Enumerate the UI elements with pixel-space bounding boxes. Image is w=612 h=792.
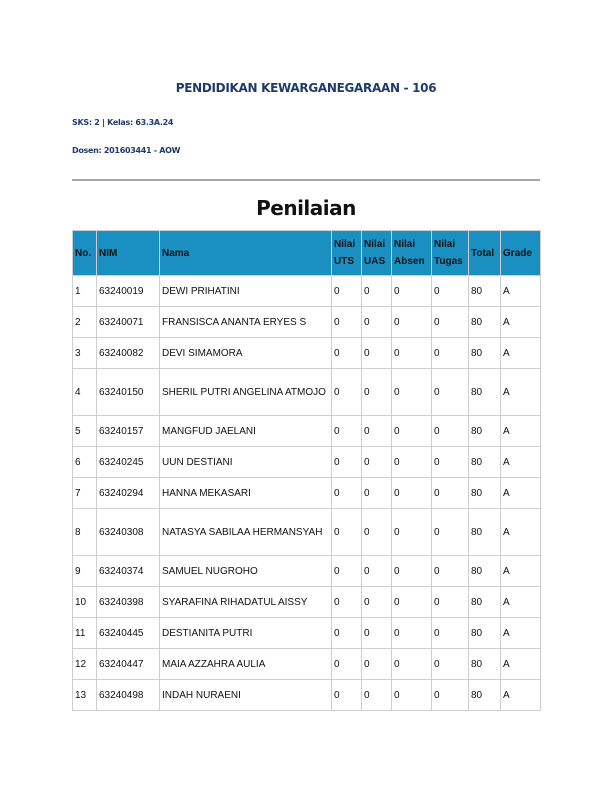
cell-absen: 0: [392, 618, 432, 649]
cell-no: 10: [73, 587, 97, 618]
cell-nim: 63240071: [97, 307, 160, 338]
column-header-grade: Grade: [501, 231, 541, 276]
cell-no: 9: [73, 556, 97, 587]
cell-no: 3: [73, 338, 97, 369]
table-row: [73, 369, 541, 416]
cell-nama: NATASYA SABILAA HERMANSYAH: [160, 509, 332, 556]
table-row: [73, 276, 541, 307]
cell-grade: A: [501, 680, 541, 711]
cell-uas: 0: [362, 369, 392, 416]
cell-absen: 0: [392, 478, 432, 509]
cell-tugas: 0: [432, 369, 469, 416]
cell-tugas: 0: [432, 276, 469, 307]
cell-uas: 0: [362, 338, 392, 369]
column-header-uas: Nilai UAS: [362, 231, 392, 276]
cell-absen: 0: [392, 587, 432, 618]
course-sks-class: SKS: 2 | Kelas: 63.3A.24: [72, 118, 174, 127]
cell-grade: A: [501, 416, 541, 447]
cell-total: 80: [469, 618, 501, 649]
cell-absen: 0: [392, 416, 432, 447]
column-header-no: No.: [73, 231, 97, 276]
cell-uts: 0: [332, 618, 362, 649]
cell-tugas: 0: [432, 509, 469, 556]
cell-uts: 0: [332, 307, 362, 338]
cell-grade: A: [501, 369, 541, 416]
cell-uts: 0: [332, 338, 362, 369]
cell-nim: 63240374: [97, 556, 160, 587]
cell-grade: A: [501, 556, 541, 587]
cell-nim: 63240245: [97, 447, 160, 478]
cell-nama: SYARAFINA RIHADATUL AISSY: [160, 587, 332, 618]
cell-tugas: 0: [432, 478, 469, 509]
cell-nim: 63240150: [97, 369, 160, 416]
cell-tugas: 0: [432, 307, 469, 338]
table-row: [73, 618, 541, 649]
table-row: [73, 338, 541, 369]
cell-uas: 0: [362, 478, 392, 509]
cell-nim: 63240157: [97, 416, 160, 447]
column-header-tugas: Nilai Tugas: [432, 231, 469, 276]
cell-uts: 0: [332, 478, 362, 509]
cell-tugas: 0: [432, 618, 469, 649]
cell-total: 80: [469, 338, 501, 369]
cell-nama: HANNA MEKASARI: [160, 478, 332, 509]
grades-table: [72, 230, 541, 711]
table-row: [73, 680, 541, 711]
cell-nama: FRANSISCA ANANTA ERYES S: [160, 307, 332, 338]
cell-absen: 0: [392, 369, 432, 416]
cell-nim: 63240019: [97, 276, 160, 307]
cell-nama: DESTIANITA PUTRI: [160, 618, 332, 649]
cell-uts: 0: [332, 416, 362, 447]
cell-tugas: 0: [432, 447, 469, 478]
cell-total: 80: [469, 587, 501, 618]
table-body: [73, 276, 541, 711]
course-lecturer: Dosen: 201603441 - AOW: [72, 146, 181, 155]
cell-absen: 0: [392, 680, 432, 711]
cell-grade: A: [501, 447, 541, 478]
cell-nama: SAMUEL NUGROHO: [160, 556, 332, 587]
cell-uas: 0: [362, 618, 392, 649]
cell-no: 8: [73, 509, 97, 556]
table-row: [73, 587, 541, 618]
cell-total: 80: [469, 307, 501, 338]
cell-total: 80: [469, 556, 501, 587]
table-row: [73, 478, 541, 509]
column-header-nama: Nama: [160, 231, 332, 276]
cell-uts: 0: [332, 587, 362, 618]
cell-nim: 63240445: [97, 618, 160, 649]
cell-nim: 63240447: [97, 649, 160, 680]
cell-uas: 0: [362, 509, 392, 556]
cell-absen: 0: [392, 307, 432, 338]
cell-uts: 0: [332, 556, 362, 587]
cell-uts: 0: [332, 509, 362, 556]
cell-nama: MAIA AZZAHRA AULIA: [160, 649, 332, 680]
cell-uas: 0: [362, 416, 392, 447]
header-divider: [72, 179, 540, 181]
cell-total: 80: [469, 416, 501, 447]
cell-uas: 0: [362, 587, 392, 618]
cell-no: 4: [73, 369, 97, 416]
cell-nim: 63240498: [97, 680, 160, 711]
cell-no: 11: [73, 618, 97, 649]
cell-uas: 0: [362, 276, 392, 307]
column-header-total: Total: [469, 231, 501, 276]
table-row: [73, 307, 541, 338]
cell-tugas: 0: [432, 556, 469, 587]
cell-nama: DEWI PRIHATINI: [160, 276, 332, 307]
column-header-nim: NIM: [97, 231, 160, 276]
table-header-row: [73, 231, 541, 276]
cell-nim: 63240398: [97, 587, 160, 618]
table-row: [73, 556, 541, 587]
cell-absen: 0: [392, 556, 432, 587]
cell-tugas: 0: [432, 649, 469, 680]
cell-uts: 0: [332, 447, 362, 478]
cell-no: 6: [73, 447, 97, 478]
cell-no: 12: [73, 649, 97, 680]
cell-uas: 0: [362, 556, 392, 587]
cell-absen: 0: [392, 338, 432, 369]
cell-tugas: 0: [432, 587, 469, 618]
cell-tugas: 0: [432, 416, 469, 447]
cell-absen: 0: [392, 509, 432, 556]
cell-nama: UUN DESTIANI: [160, 447, 332, 478]
cell-total: 80: [469, 276, 501, 307]
column-header-absen: Nilai Absen: [392, 231, 432, 276]
cell-no: 5: [73, 416, 97, 447]
cell-uas: 0: [362, 307, 392, 338]
cell-total: 80: [469, 649, 501, 680]
table-row: [73, 649, 541, 680]
cell-tugas: 0: [432, 338, 469, 369]
cell-total: 80: [469, 369, 501, 416]
cell-uts: 0: [332, 649, 362, 680]
section-title: Penilaian: [256, 196, 356, 220]
table-row: [73, 509, 541, 556]
cell-nama: INDAH NURAENI: [160, 680, 332, 711]
cell-nim: 63240308: [97, 509, 160, 556]
course-title: PENDIDIKAN KEWARGANEGARAAN - 106: [175, 81, 437, 95]
cell-nama: MANGFUD JAELANI: [160, 416, 332, 447]
cell-total: 80: [469, 680, 501, 711]
cell-uas: 0: [362, 680, 392, 711]
cell-absen: 0: [392, 649, 432, 680]
cell-uas: 0: [362, 649, 392, 680]
cell-uts: 0: [332, 680, 362, 711]
cell-uas: 0: [362, 447, 392, 478]
cell-grade: A: [501, 478, 541, 509]
cell-nim: 63240294: [97, 478, 160, 509]
cell-grade: A: [501, 587, 541, 618]
cell-absen: 0: [392, 447, 432, 478]
cell-nama: SHERIL PUTRI ANGELINA ATMOJO: [160, 369, 332, 416]
cell-no: 7: [73, 478, 97, 509]
cell-grade: A: [501, 307, 541, 338]
cell-grade: A: [501, 276, 541, 307]
cell-no: 2: [73, 307, 97, 338]
cell-tugas: 0: [432, 680, 469, 711]
cell-total: 80: [469, 478, 501, 509]
table-row: [73, 416, 541, 447]
table-row: [73, 447, 541, 478]
cell-grade: A: [501, 509, 541, 556]
cell-total: 80: [469, 447, 501, 478]
cell-nim: 63240082: [97, 338, 160, 369]
cell-total: 80: [469, 509, 501, 556]
cell-grade: A: [501, 618, 541, 649]
cell-absen: 0: [392, 276, 432, 307]
cell-grade: A: [501, 649, 541, 680]
column-header-uts: Nilai UTS: [332, 231, 362, 276]
cell-no: 13: [73, 680, 97, 711]
cell-uts: 0: [332, 369, 362, 416]
cell-nama: DEVI SIMAMORA: [160, 338, 332, 369]
cell-no: 1: [73, 276, 97, 307]
cell-uts: 0: [332, 276, 362, 307]
cell-grade: A: [501, 338, 541, 369]
